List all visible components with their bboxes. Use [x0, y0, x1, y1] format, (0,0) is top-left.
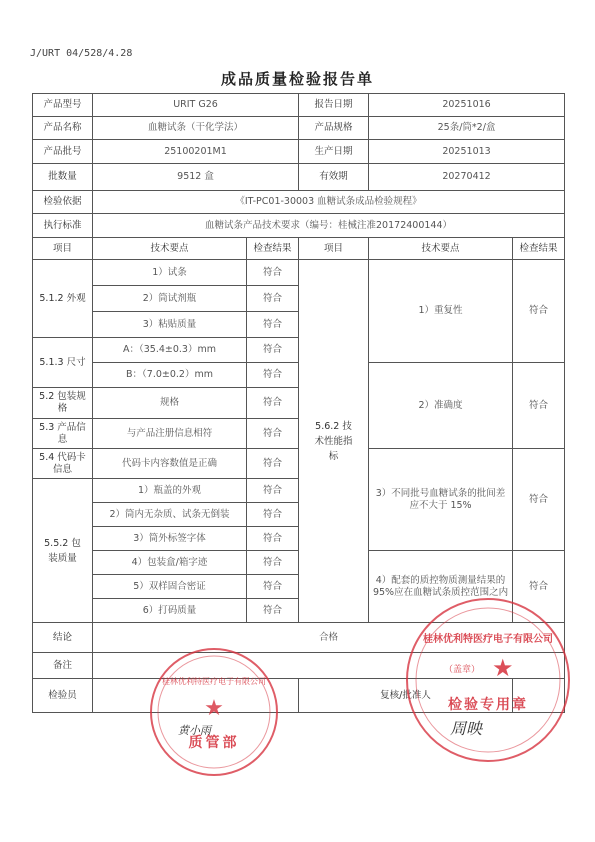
row-standard [33, 214, 565, 238]
conclusion-value: 合格 [93, 623, 565, 653]
tech-req: 与产品注册信息相符 [93, 419, 247, 449]
quality-dept-stamp-center: 质管部 [188, 735, 240, 751]
result-cell: 符合 [247, 599, 299, 623]
product-name-value: 血糖试条（干化学法） [93, 117, 299, 140]
tech-req-right: 1）重复性 [369, 260, 513, 363]
inspection-stamp-code: （盖章） [443, 665, 480, 675]
item-product-info: 5.3 产品信息 [33, 419, 93, 449]
row-column-headers [33, 238, 565, 260]
row-name-spec [33, 117, 565, 140]
result-cell-right: 符合 [513, 449, 565, 551]
performance-item-text: 5.6.2 技术性能指标 [314, 420, 353, 462]
reviewer-signature: 周映 [450, 719, 483, 738]
product-model-value: URIT G26 [93, 94, 299, 117]
report-date-label: 报告日期 [299, 94, 369, 117]
result-cell-right: 符合 [513, 260, 565, 363]
star-icon: ★ [492, 654, 514, 682]
inspection-stamp-ring: 桂林优利特医疗电子有限公司 [423, 634, 553, 645]
report-date-value: 20251016 [369, 94, 565, 117]
row-quantity-expiry [33, 164, 565, 191]
quality-dept-stamp [150, 648, 278, 776]
table-row [33, 260, 565, 286]
item-packaging-spec: 5.2 包装规格 [33, 388, 93, 419]
tech-req: A：（35.4±0.3）mm [93, 338, 247, 363]
batch-no-label: 产品批号 [33, 140, 93, 164]
result-cell: 符合 [247, 312, 299, 338]
prod-date-label: 生产日期 [299, 140, 369, 164]
quantity-label: 批数量 [33, 164, 93, 191]
tech-req-right: 3）不同批号血糖试条的批间差应不大于 15% [369, 449, 513, 551]
standard-value: 血糖试条产品技术要求（编号：桂械注准20172400144） [93, 214, 565, 238]
expiry-value: 20270412 [369, 164, 565, 191]
tech-req: 代码卡内容数值是正确 [93, 449, 247, 479]
result-cell-right: 符合 [513, 551, 565, 623]
item-dimension: 5.1.3 尺寸 [33, 338, 93, 388]
star-icon: ★ [204, 696, 224, 721]
tech-req: 2）筒内无杂质、试条无倒装 [93, 503, 247, 527]
result-cell: 符合 [247, 449, 299, 479]
col-header-tech-req-2: 技术要点 [369, 238, 513, 260]
result-cell: 符合 [247, 551, 299, 575]
tech-req: 3）筒外标签字体 [93, 527, 247, 551]
report-title: 成品质量检验报告单 [220, 70, 374, 88]
result-cell: 符合 [247, 575, 299, 599]
result-cell: 符合 [247, 479, 299, 503]
prod-date-value: 20251013 [369, 140, 565, 164]
inspection-stamp-center: 检验专用章 [448, 697, 528, 713]
tech-req-right: 2）准确度 [369, 363, 513, 449]
tech-req: 6）打码质量 [93, 599, 247, 623]
col-header-item-2: 项目 [299, 238, 369, 260]
tech-req: 5）双样固合密证 [93, 575, 247, 599]
tech-req: 4）包装盒/箱字迹 [93, 551, 247, 575]
tech-req: B：（7.0±0.2）mm [93, 363, 247, 388]
item-code-card: 5.4 代码卡信息 [33, 449, 93, 479]
inspection-stamp [406, 598, 570, 762]
basis-value: 《IT-PC01-30003 血糖试条成品检验规程》 [93, 191, 565, 214]
tech-req: 2）筒试剂瓶 [93, 286, 247, 312]
product-spec-label: 产品规格 [299, 117, 369, 140]
product-name-label: 产品名称 [33, 117, 93, 140]
packaging-quality-text: 5.5.2 包装质量 [44, 537, 81, 564]
item-performance [299, 260, 369, 623]
expiry-label: 有效期 [299, 164, 369, 191]
result-cell: 符合 [247, 419, 299, 449]
row-model-date [33, 94, 565, 117]
row-batch-proddate [33, 140, 565, 164]
result-cell: 符合 [247, 286, 299, 312]
quantity-value: 9512 盒 [93, 164, 299, 191]
tech-req: 3）粘贴质量 [93, 312, 247, 338]
col-header-item: 项目 [33, 238, 93, 260]
quality-dept-stamp-ring: 桂林优利特医疗电子有限公司 [162, 677, 266, 686]
product-spec-value: 25条/筒*2/盒 [369, 117, 565, 140]
result-cell: 符合 [247, 338, 299, 363]
basis-label: 检验依据 [33, 191, 93, 214]
result-cell: 符合 [247, 260, 299, 286]
col-header-result: 检查结果 [247, 238, 299, 260]
result-cell: 符合 [247, 388, 299, 419]
col-header-tech-req: 技术要点 [93, 238, 247, 260]
result-cell: 符合 [247, 503, 299, 527]
batch-no-value: 25100201M1 [93, 140, 299, 164]
item-appearance: 5.1.2 外观 [33, 260, 93, 338]
document-number: J/URT 04/528/4.28 [30, 48, 133, 59]
tech-req: 规格 [93, 388, 247, 419]
reviewer-label: 复核/批准人 [299, 679, 513, 713]
result-cell-right: 符合 [513, 363, 565, 449]
item-packaging-quality [33, 479, 93, 623]
col-header-result-2: 检查结果 [513, 238, 565, 260]
inspector-label: 检验员 [33, 679, 93, 713]
row-basis [33, 191, 565, 214]
standard-label: 执行标准 [33, 214, 93, 238]
result-cell: 符合 [247, 363, 299, 388]
result-cell: 符合 [247, 527, 299, 551]
remarks-label: 备注 [33, 653, 93, 679]
product-model-label: 产品型号 [33, 94, 93, 117]
conclusion-label: 结论 [33, 623, 93, 653]
tech-req: 1）试条 [93, 260, 247, 286]
tech-req-right: 4）配套的质控物质测量结果的 95%应在血糖试条质控范围之内 [369, 551, 513, 623]
inspector-signature: 黄小雨 [178, 724, 211, 737]
tech-req: 1）瓶盖的外观 [93, 479, 247, 503]
